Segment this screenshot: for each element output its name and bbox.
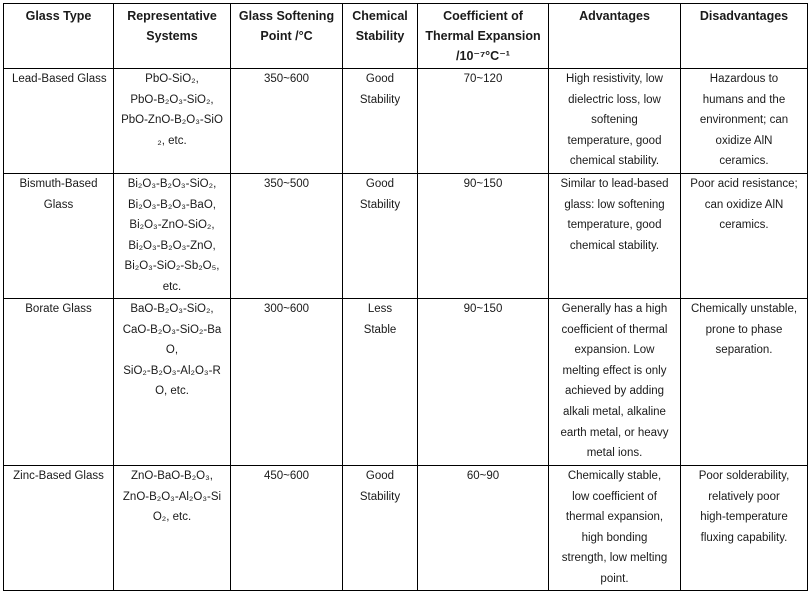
cell-chemical-stability: Good Stability <box>343 466 418 591</box>
glass-comparison-table <box>3 3 808 591</box>
cell-advantages: Similar to lead-based glass: low softening temperature, good chemical stability. <box>549 174 681 299</box>
cell-softening-point: 300~600 <box>231 299 343 466</box>
cell-systems: BaO-B₂O₃-SiO₂, CaO-B₂O₃-SiO₂-Ba O, SiO₂-B₂O₃-Al₂O₃-R O, etc. <box>114 299 231 466</box>
cell-softening-point: 450~600 <box>231 466 343 591</box>
cell-cte: 70~120 <box>418 69 549 174</box>
cell-glass-type: Zinc-Based Glass <box>4 466 114 591</box>
cell-cte: 90~150 <box>418 299 549 466</box>
cell-advantages: Generally has a high coefficient of thermal expansion. Low melting effect is only achieved by adding alkali metal, alkaline earth metal, or heavy metal ions. <box>549 299 681 466</box>
cell-systems: PbO-SiO₂, PbO-B₂O₃-SiO₂, PbO-ZnO-B₂O₃-SiO ₂, etc. <box>114 69 231 174</box>
cell-softening-point: 350~600 <box>231 69 343 174</box>
table-row <box>4 299 808 466</box>
cell-disadvantages: Poor solderability, relatively poor high-temperature fluxing capability. <box>681 466 808 591</box>
cell-systems: Bi₂O₃-B₂O₃-SiO₂, Bi₂O₃-B₂O₃-BaO, Bi₂O₃-ZnO-SiO₂, Bi₂O₃-B₂O₃-ZnO, Bi₂O₃-SiO₂-Sb₂O₅, etc. <box>114 174 231 299</box>
cell-chemical-stability: Good Stability <box>343 69 418 174</box>
header-softening-point: Glass Softening Point /°C <box>231 4 343 69</box>
cell-disadvantages: Hazardous to humans and the environment; can oxidize AlN ceramics. <box>681 69 808 174</box>
cell-glass-type: Bismuth-Based Glass <box>4 174 114 299</box>
cell-disadvantages: Chemically unstable, prone to phase separation. <box>681 299 808 466</box>
cell-cte: 60~90 <box>418 466 549 591</box>
header-thermal-expansion: Coefficient of Thermal Expansion /10⁻⁷°C⁻¹ <box>418 4 549 69</box>
header-disadvantages: Disadvantages <box>681 4 808 69</box>
cell-advantages: Chemically stable, low coefficient of thermal expansion, high bonding strength, low melting point. <box>549 466 681 591</box>
cell-advantages: High resistivity, low dielectric loss, low softening temperature, good chemical stability. <box>549 69 681 174</box>
cell-systems: ZnO-BaO-B₂O₃, ZnO-B₂O₃-Al₂O₃-Si O₂, etc. <box>114 466 231 591</box>
header-row <box>4 4 808 69</box>
cell-cte: 90~150 <box>418 174 549 299</box>
cell-softening-point: 350~500 <box>231 174 343 299</box>
cell-disadvantages: Poor acid resistance; can oxidize AlN ceramics. <box>681 174 808 299</box>
cell-chemical-stability: Good Stability <box>343 174 418 299</box>
header-representative-systems: Representative Systems <box>114 4 231 69</box>
cell-glass-type: Borate Glass <box>4 299 114 466</box>
table-row <box>4 174 808 299</box>
header-chemical-stability: Chemical Stability <box>343 4 418 69</box>
header-advantages: Advantages <box>549 4 681 69</box>
cell-glass-type: Lead-Based Glass <box>4 69 114 174</box>
table-row <box>4 69 808 174</box>
table-row <box>4 466 808 591</box>
header-glass-type: Glass Type <box>4 4 114 69</box>
cell-chemical-stability: Less Stable <box>343 299 418 466</box>
